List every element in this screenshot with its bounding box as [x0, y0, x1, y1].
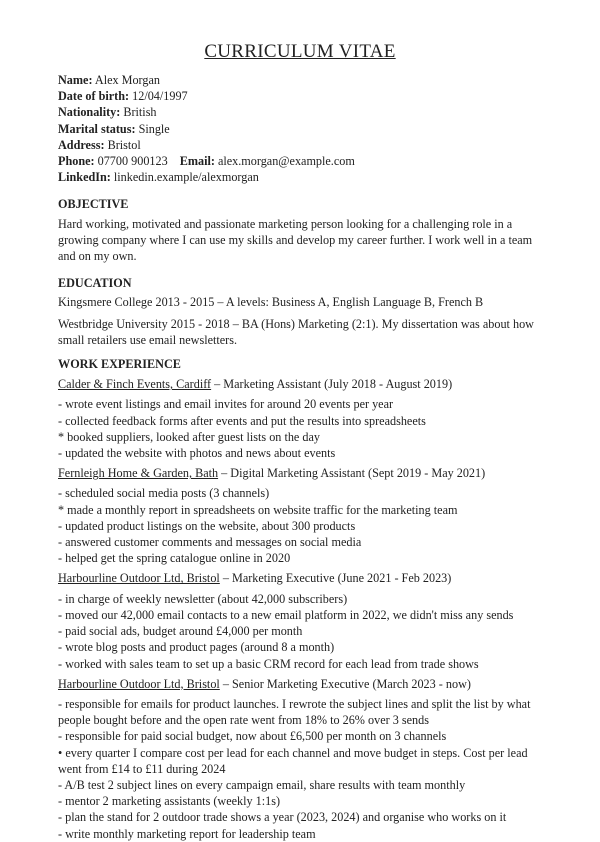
employer: Fernleigh Home & Garden, Bath: [58, 466, 219, 481]
job-bullet: - updated product listings on the website, about 300 products: [58, 518, 356, 533]
job-title-line: [58, 376, 542, 392]
dob-line: [58, 88, 542, 104]
job-bullet: - write monthly marketing report for leadership team: [58, 826, 316, 841]
job-role: – Digital Marketing Assistant (Sept 2019 - May 2021): [218, 466, 486, 481]
job-bullet: • every quarter I compare cost per lead for each channel and move budget in steps. Cost per lead went from £14 to £11 during 2024: [58, 745, 528, 776]
job-bullet: - A/B test 2 subject lines on every campaign email, share results with team monthly: [58, 777, 466, 792]
email-value: alex.morgan@example.com: [217, 154, 355, 169]
job-bullet: - moved our 42,000 email contacts to a new email platform in 2022, we didn't miss any sends: [58, 607, 514, 622]
education-heading: EDUCATION: [58, 276, 132, 291]
education-item: Kingsmere College 2013 - 2015 – A levels: Business A, English Language B, French B: [58, 295, 484, 310]
dob-label: Date of birth:: [58, 89, 130, 104]
job-role: – Senior Marketing Executive (March 2023 - now): [219, 676, 471, 691]
employer: Calder & Finch Events, Cardiff: [58, 377, 212, 392]
name-line: [58, 72, 542, 88]
job-bullet: - worked with sales team to set up a basic CRM record for each lead from trade shows: [58, 656, 479, 671]
contact-line: [58, 153, 542, 169]
employer: Harbourline Outdoor Ltd, Bristol: [58, 676, 220, 691]
job-title-line: [58, 570, 542, 586]
linkedin-value: linkedin.example/alexmorgan: [113, 170, 259, 185]
job-bullet: - collected feedback forms after events and put the results into spreadsheets: [58, 413, 426, 428]
job-role: – Marketing Executive (June 2021 - Feb 2023): [219, 571, 452, 586]
job-bullet: - plan the stand for 2 outdoor trade shows a year (2023, 2024) and organise who works on it: [58, 810, 507, 825]
education-item: Westbridge University 2015 - 2018 – BA (Hons) Marketing (2:1). My dissertation was about how small retailers use email newsletters.: [58, 316, 534, 347]
nationality-value: British: [123, 105, 157, 120]
job-bullet: - in charge of weekly newsletter (about 42,000 subscribers): [58, 591, 348, 606]
address-value: Bristol: [107, 137, 141, 152]
job-bullet: - helped get the spring catalogue online in 2020: [58, 551, 291, 566]
job-role: – Marketing Assistant (July 2018 - August 2019): [211, 377, 453, 392]
linkedin-line: [58, 169, 542, 185]
objective-heading: OBJECTIVE: [58, 197, 129, 212]
job-bullet: * booked suppliers, looked after guest lists on the day: [58, 429, 320, 444]
job-bullet: - responsible for paid social budget, now about £6,500 per month on 3 channels: [58, 729, 447, 744]
phone-label: Phone:: [58, 154, 95, 169]
nationality-line: [58, 104, 542, 120]
job-bullet: - updated the website with photos and news about events: [58, 446, 336, 461]
work-heading: WORK EXPERIENCE: [58, 357, 181, 372]
job-title-line: [58, 676, 542, 692]
job-bullet: - wrote event listings and email invites for around 20 events per year: [58, 397, 394, 412]
email-label: Email:: [179, 154, 215, 169]
employer: Harbourline Outdoor Ltd, Bristol: [58, 571, 220, 586]
name-label: Name:: [58, 73, 93, 87]
job-bullet: - mentor 2 marketing assistants (weekly 1:1s): [58, 794, 281, 809]
objective-text: Hard working, motivated and passionate marketing person looking for a challenging role in a growing company where I can use my skills and develop my career further. I work well in a team and on my own.: [58, 216, 533, 264]
marital-value: Single: [138, 121, 170, 136]
dob-value: 12/04/1997: [132, 89, 188, 104]
job-bullet: - wrote blog posts and product pages (around 8 a month): [58, 640, 335, 655]
job-bullet: - answered customer comments and messages on social media: [58, 535, 362, 550]
linkedin-label: LinkedIn:: [58, 170, 111, 185]
job-bullet: - responsible for emails for product launches. I rewrote the subject lines and split the list by what people bought before and the open rate went from 18% to 26% over 3 sends: [58, 696, 531, 728]
nationality-label: Nationality:: [58, 105, 121, 120]
job-bullet: - scheduled social media posts (3 channels): [58, 486, 270, 501]
job-bullet: * made a monthly report in spreadsheets on website traffic for the marketing team: [58, 502, 458, 517]
marital-line: [58, 121, 542, 137]
page-title: CURRICULUM VITAE: [204, 41, 396, 62]
job-bullet: - paid social ads, budget around £4,000 per month: [58, 624, 303, 639]
phone-value: 07700 900123: [97, 154, 168, 169]
personal-details: [58, 72, 542, 185]
address-line: [58, 137, 542, 153]
address-label: Address:: [58, 137, 105, 152]
marital-label: Marital status:: [58, 121, 136, 136]
job-title-line: [58, 465, 542, 481]
name-value: Alex Morgan: [94, 73, 160, 87]
